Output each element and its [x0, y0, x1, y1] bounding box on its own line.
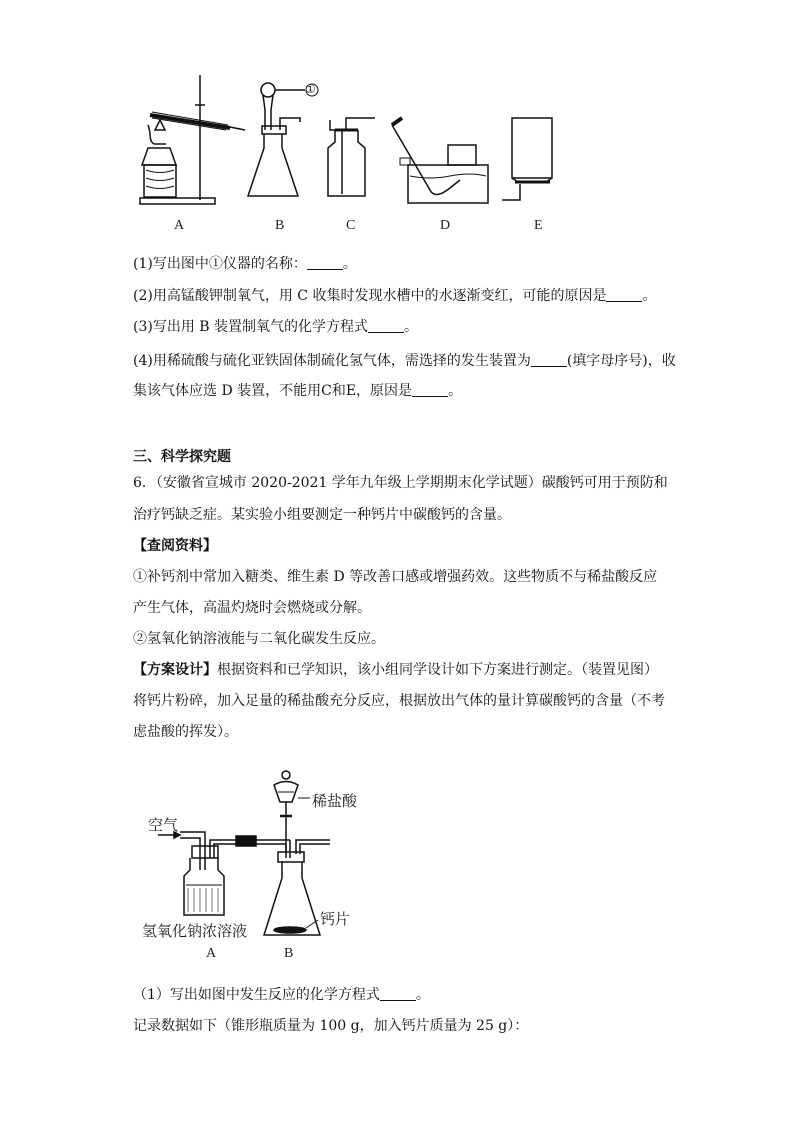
- apparatus-e: [502, 118, 552, 200]
- q5-part1-text: (1)写出图中①仪器的名称：: [133, 256, 307, 272]
- q6-plan-text: 根据资料和已学知识，该小组同学设计如下方案进行测定。（装置见图）: [217, 662, 658, 678]
- q6-heading-plan: 【方案设计】: [133, 662, 217, 678]
- figure1-label-c: C: [346, 218, 356, 233]
- q5-part4-text: (4)用稀硫酸与硫化亚铁固体制硫化氢气体，需选择的发生装置为: [133, 353, 531, 369]
- apparatus-a: [140, 75, 245, 204]
- q6-heading-materials: 【查阅资料】: [133, 538, 217, 554]
- q5-part4-end: 。: [448, 383, 463, 399]
- section-title: 三、科学探究题: [133, 449, 231, 465]
- answer-blank[interactable]: [412, 382, 448, 397]
- q6-record: 记录数据如下（锥形瓶质量为 100 g，加入钙片质量为 25 g）：: [133, 1018, 529, 1034]
- q5-part4-text2: 集该气体应选 D 装置，不能用C和E，原因是: [133, 383, 413, 399]
- figure1-label-b: B: [275, 218, 285, 233]
- q6-plan-line1: [133, 659, 658, 681]
- apparatus-c: [328, 118, 375, 196]
- answer-blank[interactable]: [606, 287, 642, 302]
- apparatus-figure-2: [140, 760, 390, 965]
- setup-label-a: A: [206, 946, 217, 961]
- q5-part3-text: (3)写出用 B 装置制氧气的化学方程式: [133, 319, 369, 335]
- answer-blank[interactable]: [368, 318, 404, 333]
- q6-part1-end: 。: [415, 987, 430, 1003]
- air-label: 空气: [148, 818, 179, 834]
- apparatus-figure-1: [130, 70, 570, 240]
- q6-info2: ②氢氧化钠溶液能与二氧化碳发生反应。: [133, 631, 385, 647]
- q6-plan-line3: 虑盐酸的挥发）。: [133, 724, 238, 740]
- naoh-label: 氢氧化钠浓溶液: [142, 924, 248, 940]
- q6-intro-line2: 治疗钙缺乏症。某实验小组要测定一种钙片中碳酸钙的含量。: [133, 507, 511, 523]
- q6-intro-line1: 6．（安徽省宣城市 2020-2021 学年九年级上学期期末化学试题）碳酸钙可用于预防和: [133, 475, 668, 491]
- q5-part4-line2: [133, 380, 462, 402]
- figure1-label-d: D: [440, 218, 451, 233]
- setup-label-b: B: [284, 946, 294, 961]
- q5-part2-text: (2)用高锰酸钾制氧气，用 C 收集时发现水槽中的水逐渐变红，可能的原因是: [133, 288, 607, 304]
- figure1-label-e: E: [534, 218, 543, 233]
- answer-blank[interactable]: [380, 986, 416, 1001]
- q5-part4-line1: [133, 350, 676, 372]
- q5-part4-text-end: (填字母序号)，收: [566, 353, 676, 369]
- q5-part1: [133, 253, 357, 275]
- figure1-marker: ①: [305, 82, 316, 96]
- q5-part1-end: 。: [342, 256, 357, 272]
- answer-blank[interactable]: [307, 255, 343, 270]
- q5-part3-end: 。: [404, 319, 419, 335]
- q6-info1-line2: 产生气体，高温灼烧时会燃烧或分解。: [133, 600, 371, 616]
- q5-part3: [133, 316, 418, 338]
- acid-label: 稀盐酸: [312, 794, 358, 810]
- q5-part2-end: 。: [642, 288, 657, 304]
- answer-blank[interactable]: [531, 352, 567, 367]
- q6-info1-line1: ①补钙剂中常加入糖类、维生素 D 等改善口感或增强药效。这些物质不与稀盐酸反应: [133, 569, 658, 585]
- q6-part1: [133, 984, 430, 1006]
- figure1-label-a: A: [174, 218, 185, 233]
- apparatus-drawing: [130, 70, 570, 240]
- tablet-label: 钙片: [320, 912, 351, 928]
- q5-part2: [133, 285, 656, 307]
- q6-part1-text: （1）写出如图中发生反应的化学方程式: [133, 987, 380, 1003]
- q6-plan-line2: 将钙片粉碎，加入足量的稀盐酸充分反应，根据放出气体的量计算碳酸钙的含量（不考: [133, 693, 665, 709]
- apparatus-b: [248, 83, 318, 196]
- apparatus-d: [392, 118, 488, 203]
